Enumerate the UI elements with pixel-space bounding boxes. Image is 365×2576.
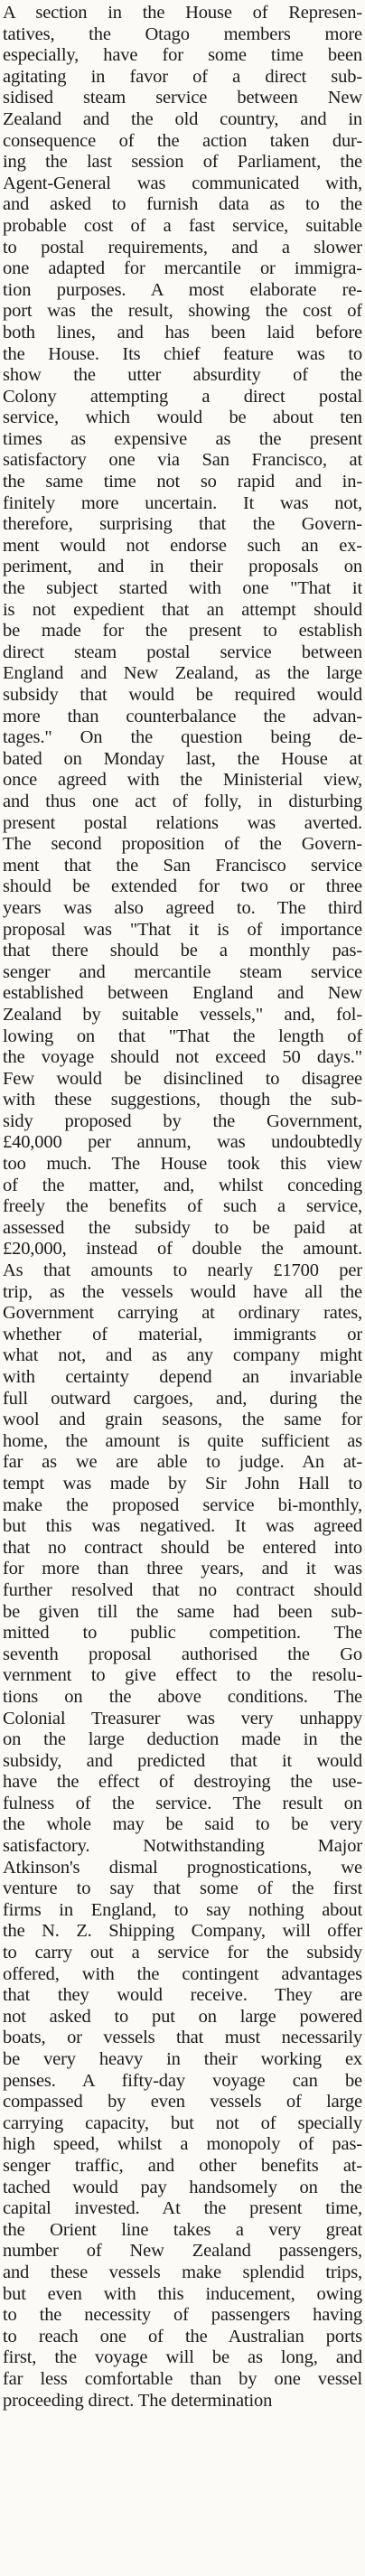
article-line: Few would be disinclined to disagree	[3, 1068, 362, 1089]
article-line: Zealand by suitable vessels," and, fol-	[3, 1004, 362, 1025]
article-line: Atkinson's dismal prognostications, we	[3, 1857, 362, 1878]
article-line: but this was negatived. It was agreed	[3, 1516, 362, 1537]
article-line: and these vessels make splendid trips,	[3, 2262, 362, 2282]
article-line: Agent-General was communicated with,	[3, 173, 362, 193]
article-line: venture to say that some of the first	[3, 1878, 362, 1899]
article-line: England and New Zealand, as the large	[3, 663, 362, 684]
article-line: seventh proposal authorised the Go	[3, 1644, 362, 1664]
article-line: Government carrying at ordinary rates,	[3, 1303, 362, 1324]
article-line: carrying capacity, but not of specially	[3, 2112, 362, 2133]
article-line: proposal was "That it is of importance	[3, 919, 362, 940]
article-line: satisfactory one via San Francisco, at	[3, 450, 362, 471]
article-line: number of New Zealand passengers,	[3, 2241, 362, 2262]
article-line: capital invested. At the present time,	[3, 2198, 362, 2219]
article-line: what not, and as any company might	[3, 1345, 362, 1366]
article-line: vernment to give effect to the resolu-	[3, 1665, 362, 1686]
article-line: tached would pay handsomely on the	[3, 2177, 362, 2197]
article-line: and asked to furnish data as to the	[3, 194, 362, 215]
article-line: tempt was made by Sir John Hall to	[3, 1473, 362, 1494]
article-line: trip, as the vessels would have all the	[3, 1281, 362, 1302]
article-line: for more than three years, and it was	[3, 1559, 362, 1579]
article-line: years was also agreed to. The third	[3, 897, 362, 918]
article-line: agitating in favor of a direct sub-	[3, 66, 362, 87]
article-line: is not expedient that an attempt should	[3, 599, 362, 620]
article-line: be made for the present to establish	[3, 621, 362, 642]
article-column	[3, 3, 362, 2412]
article-line: As that amounts to nearly £1700 per	[3, 1260, 362, 1281]
article-line: probable cost of a fast service, suitable	[3, 215, 362, 236]
article-line: whether of material, immigrants or	[3, 1324, 362, 1344]
article-line: tages." On the question being de-	[3, 727, 362, 748]
article-line: Zealand and the old country, and in	[3, 108, 362, 129]
article-line: to reach one of the Australian ports	[3, 2326, 362, 2347]
article-line: sidy proposed by the Government,	[3, 1110, 362, 1131]
article-line: senger traffic, and other benefits at-	[3, 2155, 362, 2176]
article-line: A section in the House of Represen-	[3, 3, 362, 23]
article-line: mitted to public competition. The	[3, 1623, 362, 1644]
article-line: periment, and in their proposals on	[3, 557, 362, 577]
article-line: especially, have for some time been	[3, 45, 362, 66]
article-line: one adapted for mercantile or immigra-	[3, 258, 362, 279]
article-line: established between England and New	[3, 983, 362, 1004]
article-line: with certainty depend an invariable	[3, 1367, 362, 1387]
article-line: full outward cargoes, and, during the	[3, 1388, 362, 1409]
article-line: fulness of the service. The result on	[3, 1793, 362, 1813]
article-line: satisfactory. Notwithstanding Major	[3, 1836, 362, 1857]
article-line: times as expensive as the present	[3, 428, 362, 449]
article-line: Colonial Treasurer was very unhappy	[3, 1708, 362, 1728]
article-line: be very heavy in their working ex	[3, 2049, 362, 2069]
article-line: make the proposed service bi-monthly,	[3, 1494, 362, 1515]
article-line: but even with this inducement, owing	[3, 2283, 362, 2304]
article-line: not asked to put on large powered	[3, 2006, 362, 2027]
article-line: subsidy, and predicted that it would	[3, 1750, 362, 1771]
article-line: penses. A fifty-day voyage can be	[3, 2070, 362, 2091]
article-line: high speed, whilst a monopoly of pas-	[3, 2134, 362, 2155]
article-line: wool and grain seasons, the same for	[3, 1410, 362, 1430]
article-line: first, the voyage will be as long, and	[3, 2347, 362, 2368]
article-line: the House. Its chief feature was to	[3, 343, 362, 364]
article-line: and thus one act of folly, in disturbing	[3, 791, 362, 811]
article-line: ment would not endorse such an ex-	[3, 535, 362, 556]
article-line: to the necessity of passengers having	[3, 2305, 362, 2326]
article-line: the subject started with one "That it	[3, 578, 362, 599]
article-line: firms in England, to say nothing about	[3, 1899, 362, 1920]
article-line: port was the result, showing the cost of	[3, 301, 362, 322]
article-line: ing the last session of Parliament, the	[3, 152, 362, 173]
article-line: £20,000, instead of double the amount.	[3, 1239, 362, 1260]
article-line: have the effect of destroying the use-	[3, 1772, 362, 1793]
article-line: too much. The House took this view	[3, 1154, 362, 1175]
article-line: £40,000 per annum, was undoubtedly	[3, 1132, 362, 1153]
article-line: ment that the San Francisco service	[3, 855, 362, 876]
article-line: finitely more uncertain. It was not,	[3, 492, 362, 513]
article-line: be given till the same had been sub-	[3, 1601, 362, 1622]
article-line: boats, or vessels that must necessarily	[3, 2028, 362, 2048]
article-line: subsidy that would be required would	[3, 685, 362, 705]
article-line: with these suggestions, though the sub-	[3, 1090, 362, 1110]
article-line: senger and mercantile steam service	[3, 961, 362, 982]
article-line: both lines, and has been laid before	[3, 322, 362, 342]
article-line: should be extended for two or three	[3, 876, 362, 897]
article-line: the same time not so rapid and in-	[3, 472, 362, 492]
article-line: proceeding direct. The determination	[3, 2390, 273, 2411]
article-line: once agreed with the Ministerial view,	[3, 770, 362, 791]
article-line: to carry out a service for the subsidy	[3, 1943, 362, 1963]
article-line: tion purposes. A most elaborate re-	[3, 279, 362, 300]
article-line: freely the benefits of such a service,	[3, 1196, 362, 1217]
article-line: far less comfortable than by one vessel	[3, 2368, 362, 2389]
article-line: bated on Monday last, the House at	[3, 748, 362, 769]
article-line: the Orient line takes a very great	[3, 2219, 362, 2240]
article-line: more than counterbalance the advan-	[3, 706, 362, 726]
article-line: home, the amount is quite sufficient as	[3, 1430, 362, 1451]
article-line: to postal requirements, and a slower	[3, 237, 362, 258]
article-line: assessed the subsidy to be paid at	[3, 1217, 362, 1238]
article-line: consequence of the action taken dur-	[3, 130, 362, 151]
article-line: that they would receive. They are	[3, 1985, 362, 2006]
article-line: that there should be a monthly pas-	[3, 941, 362, 961]
article-line: Colony attempting a direct postal	[3, 386, 362, 407]
article-line: The second proposition of the Govern-	[3, 834, 362, 855]
article-line: show the utter absurdity of the	[3, 365, 362, 386]
article-line: the whole may be said to be very	[3, 1814, 362, 1835]
article-line: offered, with the contingent advantages	[3, 1963, 362, 1984]
article-line: on the large deduction made in the	[3, 1729, 362, 1750]
article-line: tatives, the Otago members more	[3, 23, 362, 44]
article-line: direct steam postal service between	[3, 642, 362, 662]
article-line: the N. Z. Shipping Company, will offer	[3, 1921, 362, 1942]
article-line: lowing on that "That the length of	[3, 1026, 362, 1046]
article-line: far as we are able to judge. An at-	[3, 1452, 362, 1473]
article-line: the voyage should not exceed 50 days."	[3, 1047, 362, 1068]
article-line: present postal relations was averted.	[3, 812, 362, 833]
article-line: tions on the above conditions. The	[3, 1686, 362, 1707]
article-line: that no contract should be entered into	[3, 1537, 362, 1558]
article-line: of the matter, and, whilst conceding	[3, 1175, 362, 1195]
article-line: compassed by even vessels of large	[3, 2092, 362, 2112]
article-line: therefore, surprising that the Govern-	[3, 514, 362, 535]
article-line: service, which would be about ten	[3, 407, 362, 428]
article-line: further resolved that no contract should	[3, 1579, 362, 1600]
article-line: sidised steam service between New	[3, 88, 362, 108]
